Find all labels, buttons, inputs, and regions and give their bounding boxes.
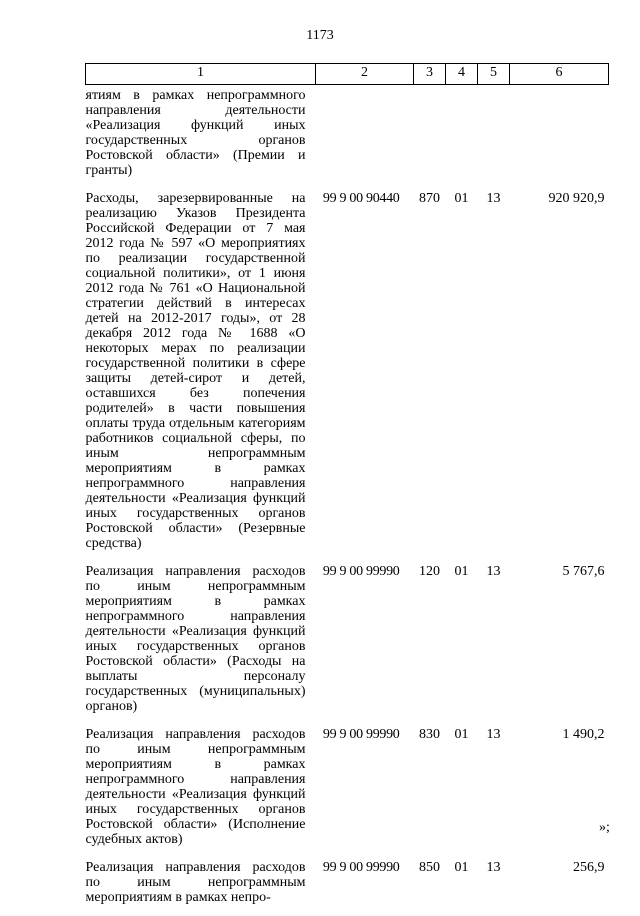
row-section	[446, 85, 478, 190]
row-code: 99 9 00 99990	[322, 727, 400, 742]
table-header-row	[86, 64, 609, 85]
column-header-6: 6	[510, 64, 609, 85]
row-amount: 256,9	[573, 860, 605, 875]
row-subsection: 13	[486, 191, 501, 206]
row-subsection: 13	[486, 564, 501, 579]
row-expense-type: 120	[419, 564, 440, 579]
column-header-1: 1	[86, 64, 316, 85]
row-code: 99 9 00 99990	[322, 860, 400, 875]
row-amount	[510, 85, 609, 190]
row-section: 01	[454, 727, 469, 742]
closing-quote-mark: »;	[599, 820, 610, 835]
row-subsection: 13	[486, 860, 501, 875]
row-code: 99 9 00 90440	[322, 191, 400, 206]
row-amount: 5 767,6	[562, 564, 605, 579]
row-expense-type: 830	[419, 727, 440, 742]
row-code	[316, 85, 414, 190]
row-expense-type: 850	[419, 860, 440, 875]
table-row	[86, 858, 609, 916]
row-expense-type	[414, 85, 446, 190]
row-section: 01	[454, 860, 469, 875]
table-row	[86, 562, 609, 725]
row-subsection: 13	[486, 727, 501, 742]
page-number: 1173	[306, 28, 334, 43]
table-row	[86, 189, 609, 562]
row-code: 99 9 00 99990	[322, 564, 400, 579]
row-expense-type: 870	[419, 191, 440, 206]
column-header-4: 4	[446, 64, 478, 85]
row-amount: 920 920,9	[548, 191, 605, 206]
table-row	[86, 85, 609, 190]
column-header-3: 3	[414, 64, 446, 85]
row-description: Расходы, зарезервированные на реализацию Указов Президента Российской Федерации от 7 мая 2012 года № 597 «О мероприятиях по реализации государственной социальной политики», от 1 июня 2012 года № 761 «О Национальной стратегии действий в интересах детей на 2012-2017 годы», от 28 декабря 2012 года № 1688 «О некоторых мерах по реализации государственной политики в сфере защиты детей-сирот и детей, оставшихся без попечения родителей» в части повышения оплаты труда отдельным категориям работников социальной сферы, по иным непрограммным мероприятиям в рамках непрограммного направления деятельности «Реализация функций иных государственных органов Ростовской области» (Резервные средства)	[85, 191, 306, 551]
row-description: Реализация направления расходов по иным непрограммным мероприятиям в рамках непро-	[85, 860, 306, 905]
row-description: Реализация направления расходов по иным непрограммным мероприятиям в рамках непрограммного направления деятельности «Реализация функций иных государственных органов Ростовской области» (Исполнение судебных актов)	[85, 727, 306, 847]
row-section: 01	[454, 564, 469, 579]
row-description: ятиям в рамках непрограммного направления деятельности «Реализация функций иных государственных органов Ростовской области» (Премии и гранты)	[85, 88, 306, 178]
row-amount: 1 490,2	[562, 727, 605, 742]
column-header-2: 2	[316, 64, 414, 85]
row-section: 01	[454, 191, 469, 206]
row-subsection	[478, 85, 510, 190]
table-row	[86, 725, 609, 858]
column-header-5: 5	[478, 64, 510, 85]
budget-table	[85, 63, 609, 916]
row-description: Реализация направления расходов по иным непрограммным мероприятиям в рамках непрограммного направления деятельности «Реализация функций иных государственных органов Ростовской области» (Расходы на выплаты персоналу государственных (муниципальных) органов)	[85, 564, 306, 714]
